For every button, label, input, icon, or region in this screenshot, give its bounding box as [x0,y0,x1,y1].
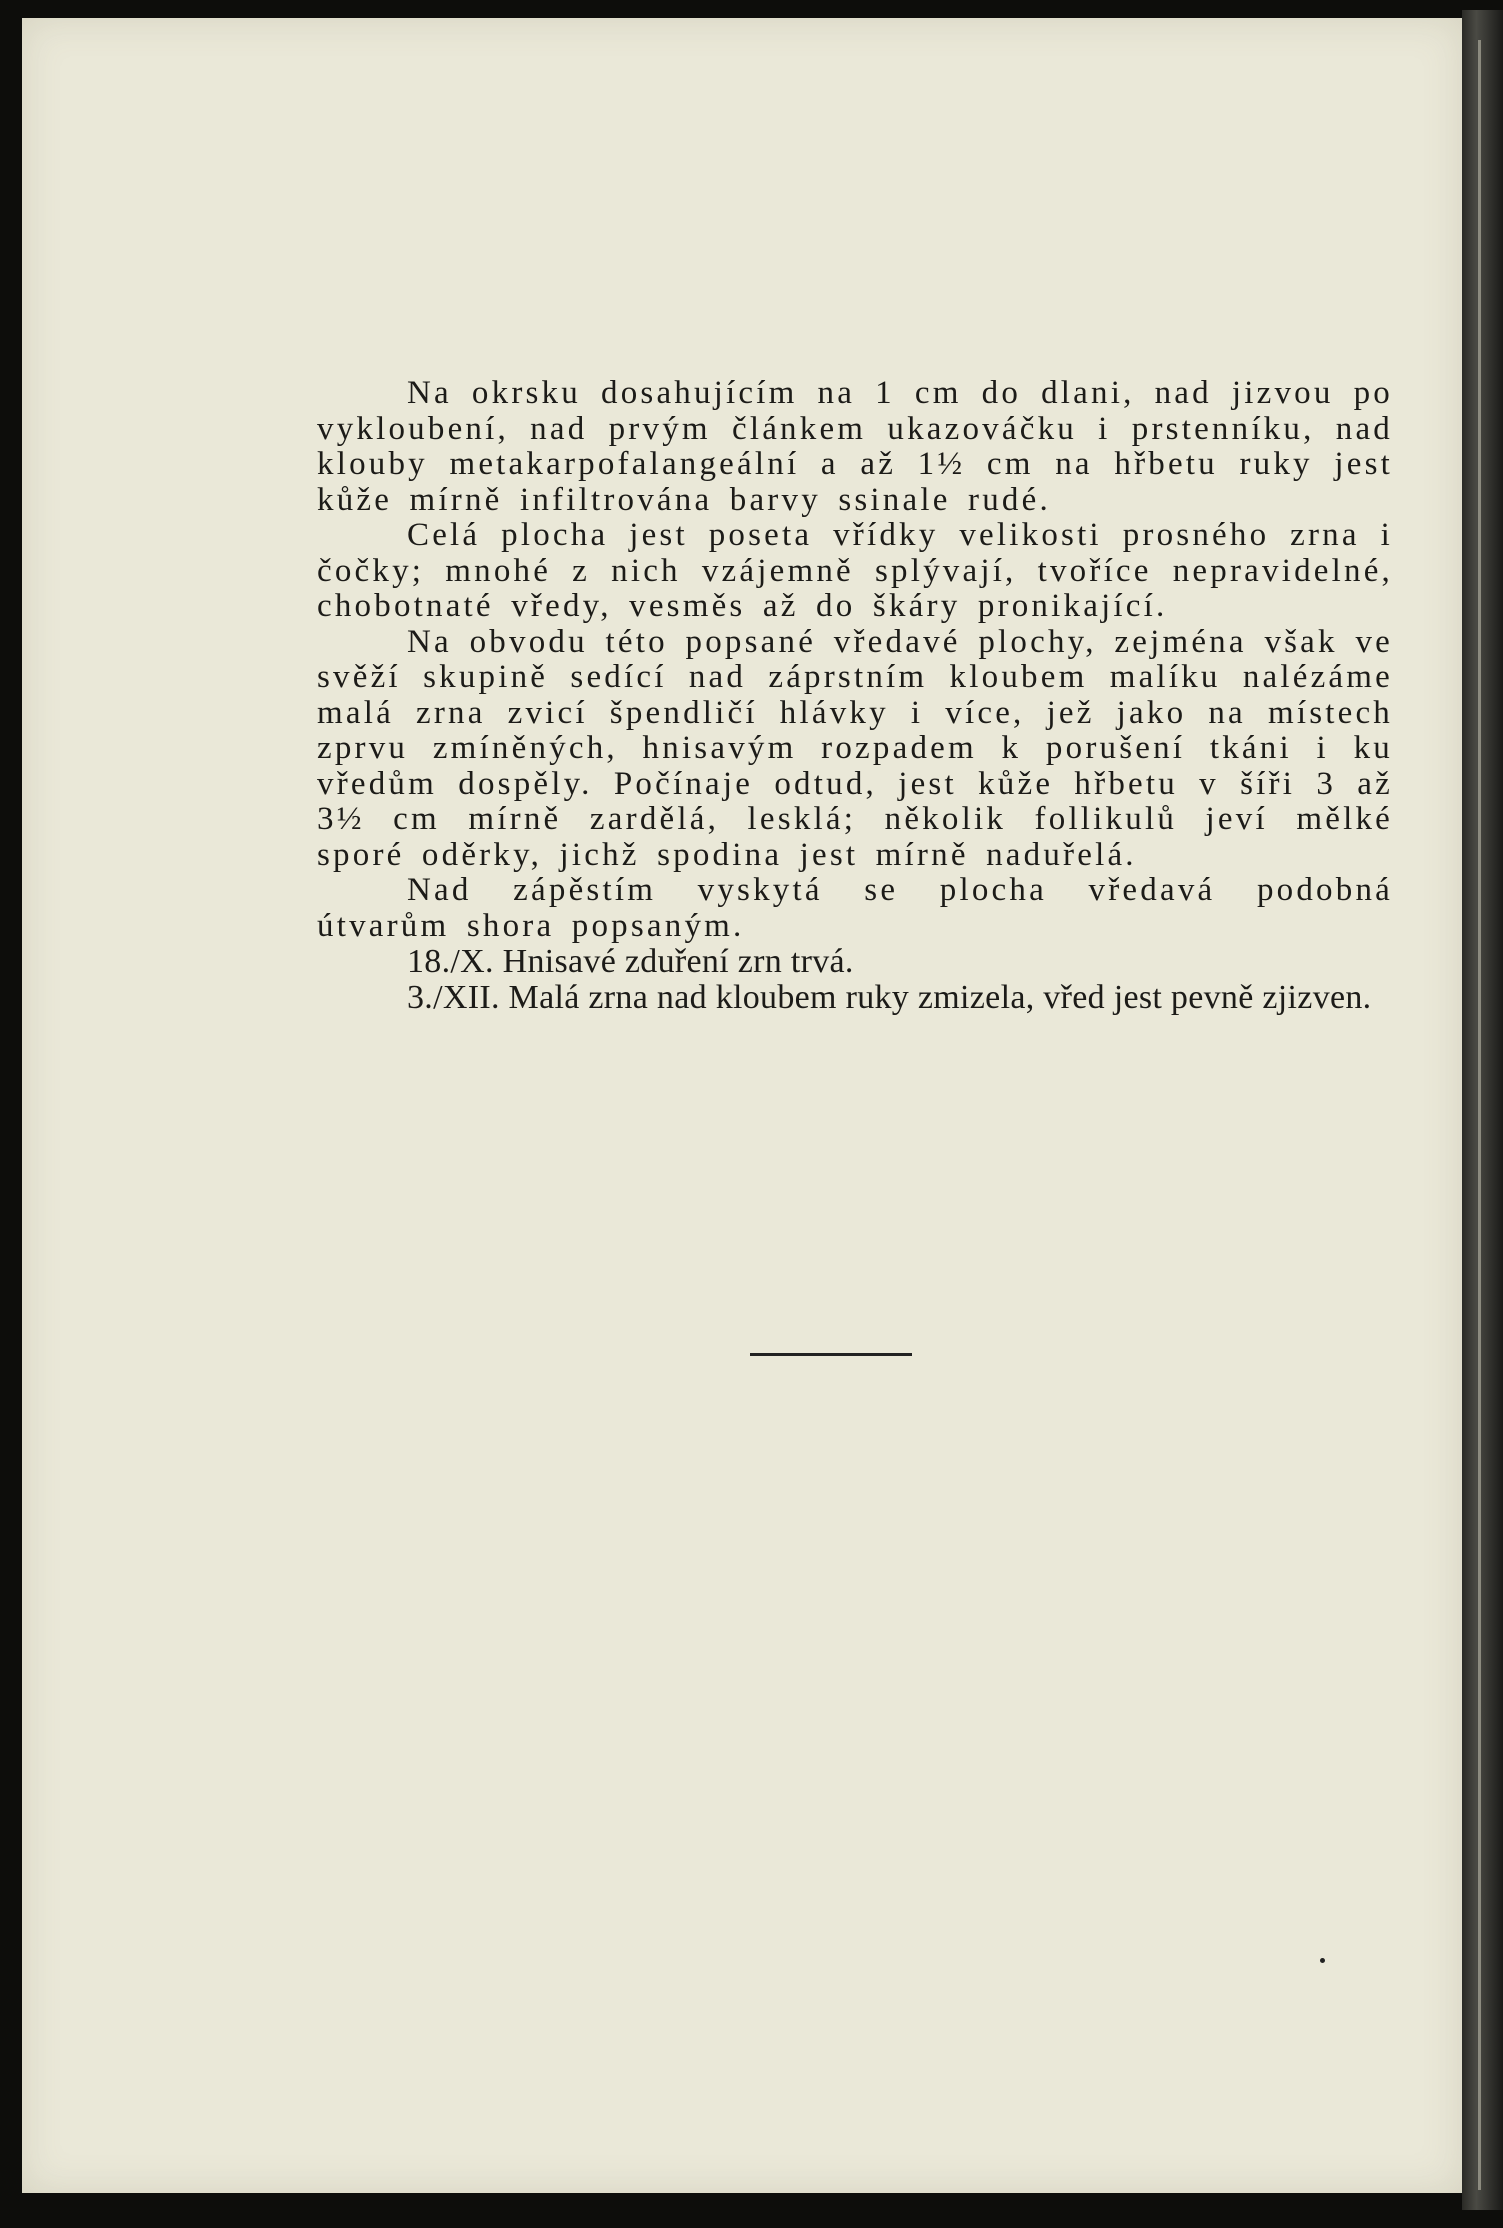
body-text [317,376,1393,1015]
book-gutter [1462,10,1503,2210]
section-end-rule [750,1353,912,1356]
paragraph-periphery: Na obvodu této popsané vředavé plochy, zejména však ve svěží skupině sedící nad záprstním kloubem malíku nalézáme malá zrna zvicí špendličí hlávky i více, jež jako na místech zprvu zmíněných, hnisavým rozpadem k porušení tkáni i ku vředům dospěly. Počínaje odtud, jest kůže hřbetu v šíři 3 až 3½ cm mírně zardělá, lesklá; několik follikulů jeví mělké sporé oděrky, jichž spodina jest mírně naduřelá. [317,623,1393,873]
paragraph-wrist: Nad zápěstím vyskytá se plocha vředavá podobná útvarům shora popsaným. [317,872,1393,944]
paragraph-ulcers: Celá plocha jest poseta vřídky velikosti prosného zrna i čočky; mnohé z nich vzájemně splývají, tvoříce nepravidelné, chobotnaté vředy, vesměs až do škáry pronikající. [317,517,1393,624]
paragraph-note-december: 3./XII. Malá zrna nad kloubem ruky zmizela, vřed jest pevně zjizven. [407,978,1372,1016]
paper-speck [1320,1958,1325,1963]
paragraph-findings: Na okrsku dosahujícím na 1 cm do dlani, nad jizvou po vykloubení, nad prvým článkem ukazováčku i prstenníku, nad klouby metakarpofalangeální a až 1½ cm na hřbetu ruky jest kůže mírně infiltrována barvy ssinale rudé. [317,375,1393,518]
gutter-page-edge [1478,40,1481,2190]
book-page [22,18,1462,2193]
paragraph-note-october: 18./X. Hnisavé zduření zrn trvá. [407,943,854,980]
